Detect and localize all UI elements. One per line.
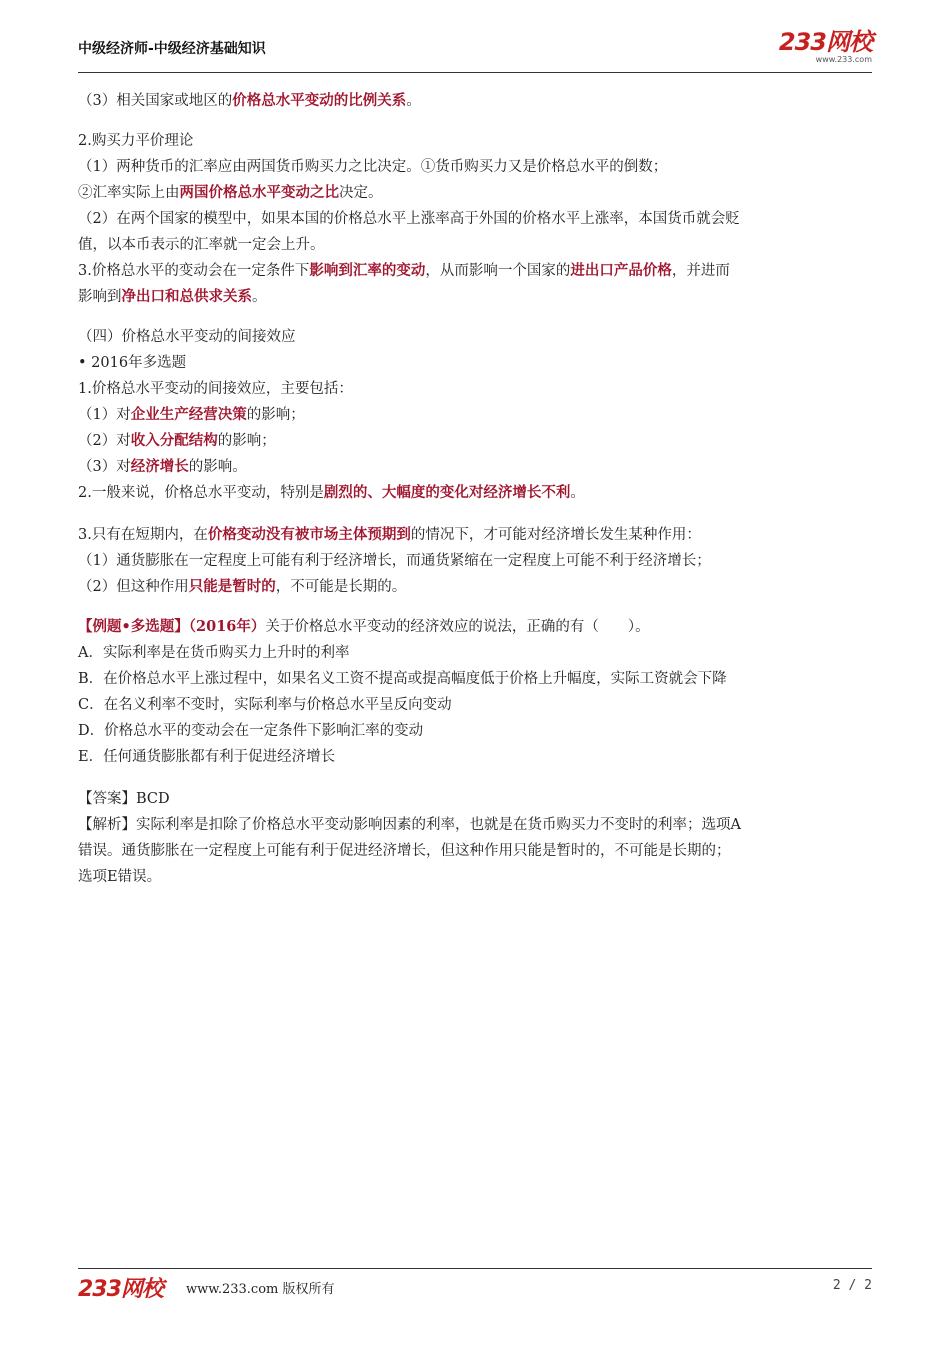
header-divider	[78, 72, 872, 73]
list-item: （1）对企业生产经营决策的影响；	[78, 406, 305, 423]
explanation-line: 选项E错误。	[78, 869, 162, 885]
text-line: （2）在两个国家的模型中，如果本国的价格总水平上涨率高于外国的价格水平上涨率，本国货币就会贬	[78, 211, 740, 227]
footer-divider	[78, 1268, 872, 1269]
logo-url: www.233.com	[815, 55, 872, 64]
page-number: 2 / 2	[832, 1278, 872, 1293]
page-header	[78, 30, 872, 72]
list-item: （2）但这种作用只能是暂时的，不可能是长期的。	[78, 578, 407, 595]
section-heading: 2.购买力平价理论	[78, 133, 194, 149]
text-line: （1）两种货币的汇率应由两国货币购买力之比决定。①货币购买力又是价格总水平的倒数；	[78, 159, 668, 175]
footer-logo[interactable]: 233网校	[78, 1277, 163, 1302]
list-item: （3）对经济增长的影响。	[78, 458, 247, 475]
text-line: ②汇率实际上由两国价格总水平变动之比决定。	[78, 184, 383, 201]
footer-copyright: www.233.com 版权所有	[186, 1282, 335, 1297]
explanation-line: 错误。通货膨胀在一定程度上可能有利于促进经济增长，但这种作用只能是暂时的，不可能是长期的；	[78, 843, 731, 859]
text-line: 2.一般来说，价格总水平变动，特别是剧烈的、大幅度的变化对经济增长不利。	[78, 484, 585, 501]
question-stem: 【例题•多选题】（2016年）关于价格总水平变动的经济效应的说法，正确的有（ ）。	[78, 618, 650, 635]
exam-tag: • 2016年多选题	[78, 355, 187, 371]
option-d: D．价格总水平的变动会在一定条件下影响汇率的变动	[78, 723, 424, 739]
option-a: A．实际利率是在货币购买力上升时的利率	[78, 645, 350, 661]
text-line: 1.价格总水平变动的间接效应，主要包括：	[78, 381, 353, 397]
text-line: （3）相关国家或地区的价格总水平变动的比例关系。	[78, 92, 421, 109]
document-body	[78, 88, 878, 890]
explanation-line: 【解析】实际利率是扣除了价格总水平变动影响因素的利率，也就是在货币购买力不变时的利率；选项A	[78, 817, 741, 833]
answer: 【答案】BCD	[78, 791, 170, 807]
text-line: 3.只有在短期内，在价格变动没有被市场主体预期到的情况下，才可能对经济增长发生某种作用：	[78, 526, 701, 543]
list-item: （2）对收入分配结构的影响；	[78, 432, 276, 449]
header-title: 中级经济师-中级经济基础知识	[78, 41, 266, 57]
text-line: 值，以本币表示的汇率就一定会上升。	[78, 237, 325, 253]
text-line: 3.价格总水平的变动会在一定条件下影响到汇率的变动，从而影响一个国家的进出口产品价格，并进而	[78, 262, 730, 279]
list-item: （1）通货膨胀在一定程度上可能有利于经济增长，而通货紧缩在一定程度上可能不利于经济增长；	[78, 553, 711, 569]
option-e: E．任何通货膨胀都有利于促进经济增长	[78, 749, 336, 765]
text-line: 影响到净出口和总供求关系。	[78, 288, 267, 305]
page-footer	[78, 1272, 872, 1302]
brand-logo[interactable]	[779, 30, 872, 64]
section-heading: （四）价格总水平变动的间接效应	[78, 329, 296, 345]
logo-text: 233网校	[778, 28, 872, 56]
option-c: C．在名义利率不变时，实际利率与价格总水平呈反向变动	[78, 697, 452, 713]
option-b: B．在价格总水平上涨过程中，如果名义工资不提高或提高幅度低于价格上升幅度，实际工资就会下降	[78, 671, 727, 687]
